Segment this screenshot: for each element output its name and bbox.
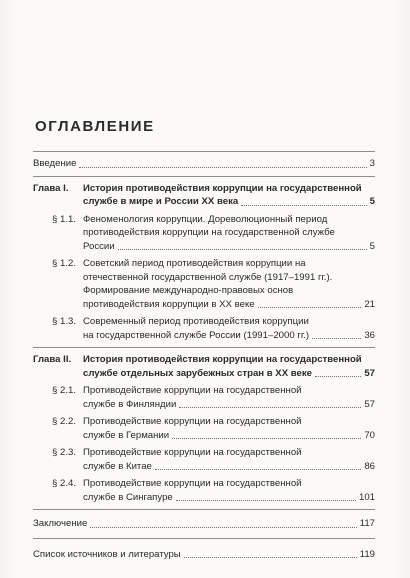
dot-leader [241, 205, 366, 206]
section-number: § 2.3. [51, 447, 76, 458]
chapter-number: Глава I. [33, 182, 69, 194]
page-number: 57 [364, 367, 375, 379]
page-number: 5 [369, 240, 375, 252]
toc-chapter-1[interactable] [33, 177, 375, 348]
section-title-line: отечественной государственной службе (1917–1991 гг.). [83, 271, 333, 283]
section-number: § 1.3. [51, 316, 76, 327]
section-number: § 1.1. [51, 213, 76, 225]
toc-section[interactable] [33, 315, 375, 347]
toc-section[interactable] [33, 213, 375, 254]
section-title-line: Современный период противодействия коррупции [83, 316, 309, 327]
chapter-title-line: История противодействия коррупции на государственной [83, 182, 362, 194]
entry-label: Список источников и литературы [33, 548, 181, 560]
section-title-line: на государственной службе России (1991–2000 гг.) [83, 329, 310, 341]
entry-label: Введение [33, 158, 77, 169]
toc-section[interactable] [33, 446, 375, 473]
toc-entry-sources[interactable] [33, 539, 375, 567]
dot-leader [258, 307, 362, 308]
dot-leader [172, 438, 361, 439]
page-number: 5 [369, 196, 375, 207]
toc-section[interactable] [33, 477, 375, 504]
chapter-title-line: службе отдельных зарубежных стран в XX веке [83, 367, 313, 379]
toc-entry-intro[interactable] [33, 152, 375, 176]
chapter-title-line: службе в мире и России XX века [83, 196, 239, 207]
page-number: 36 [364, 329, 375, 341]
section-title-line: службе в Сингапуре [83, 491, 173, 503]
page-number: 86 [364, 460, 375, 472]
section-title-line: Формирование международно-правовых основ [83, 285, 294, 296]
dot-leader [184, 557, 357, 558]
dot-leader [179, 407, 361, 408]
dot-leader [176, 500, 356, 501]
section-title-line: Феноменология коррупции. Дореволюционный период [83, 213, 328, 225]
section-title-line: Советский период противодействия коррупции на [83, 258, 306, 269]
section-number: § 2.2. [51, 416, 76, 427]
section-number: § 2.4. [51, 478, 76, 489]
section-number: § 1.2. [51, 258, 76, 269]
section-title-line: службе в Финляндии [83, 398, 177, 410]
page-number: 57 [364, 398, 375, 410]
section-title-line: России [83, 240, 115, 252]
page-number: 119 [359, 548, 375, 560]
page-number: 117 [359, 518, 375, 529]
section-title-line: противодействия коррупции в XX веке [83, 298, 255, 310]
toc-chapter-2[interactable] [33, 348, 375, 509]
toc-entry-conclusion[interactable] [33, 510, 375, 538]
section-number: § 2.1. [51, 385, 76, 396]
dot-leader [90, 527, 356, 528]
dot-leader [155, 469, 361, 470]
page-number: 101 [358, 491, 375, 503]
section-title-line: службе в Китае [83, 460, 152, 472]
section-title-line: Противодействие коррупции на государственной [83, 478, 302, 489]
section-title-line: Противодействие коррупции на государственной [83, 385, 302, 396]
entry-label: Заключение [33, 518, 88, 529]
table-of-contents [33, 151, 375, 566]
toc-section[interactable] [33, 257, 375, 311]
page-title: ОГЛАВЛЕНИЕ [35, 118, 155, 135]
chapter-number: Глава II. [33, 354, 72, 365]
dot-leader [312, 338, 361, 339]
dot-leader [118, 249, 367, 250]
page-number: 21 [364, 298, 375, 310]
section-title-line: Противодействие коррупции на государственной [83, 447, 302, 458]
toc-section[interactable] [33, 384, 375, 411]
section-title-line: службе в Германии [83, 429, 170, 441]
dot-leader [315, 376, 361, 377]
page-number: 70 [364, 429, 375, 441]
section-title-line: противодействия коррупции на государственной службе [83, 227, 335, 238]
toc-section[interactable] [33, 415, 375, 442]
dot-leader [79, 167, 366, 168]
page-number: 3 [369, 158, 375, 169]
section-title-line: Противодействие коррупции на государственной [83, 416, 302, 427]
chapter-title-line: История противодействия коррупции на государственной [83, 354, 362, 365]
